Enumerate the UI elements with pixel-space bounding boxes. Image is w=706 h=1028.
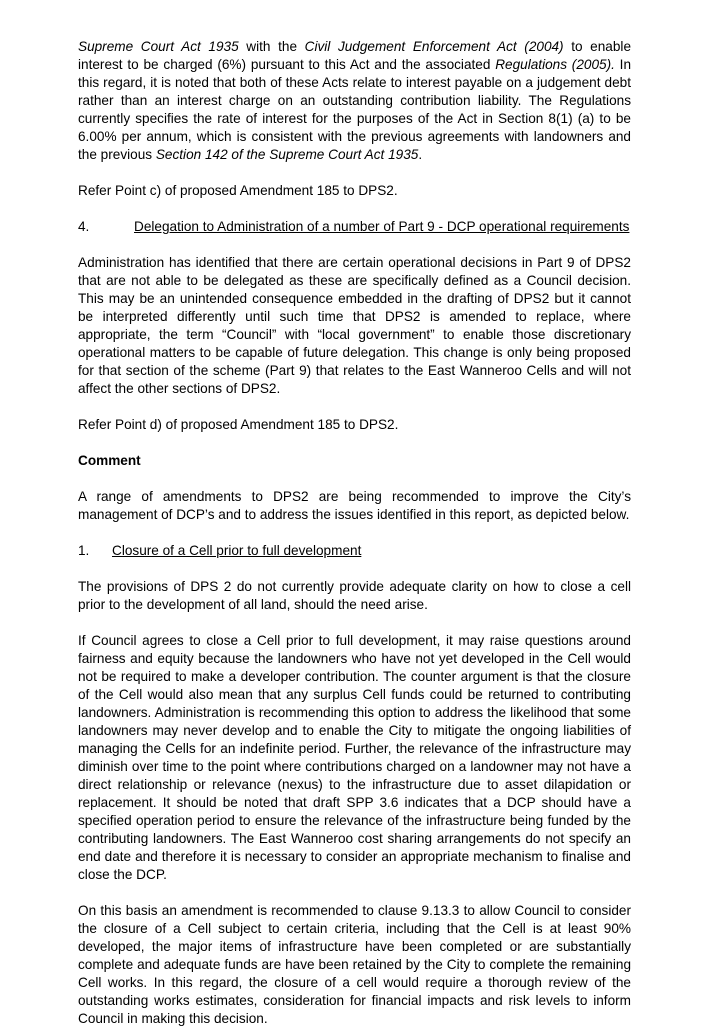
italic-act-name: Section 142 of the Supreme Court Act 1935 [155,147,419,162]
paragraph-range-of-amendments: A range of amendments to DPS2 are being recommended to improve the City’s management of DCP’s and to address the issues identified in this report, as depicted below. [78,489,631,522]
paragraph-administration: Administration has identified that there are certain operational decisions in Part 9 of DPS2 that are not able to be delegated as these are specifically defined as a Council decision. This may be an unintended consequence embedded in the drafting of DPS2 but it cannot be interpreted differently until such time that DPS2 is amended to replace, where appropriate, the term “Council” with “local government” to enable those discretionary operational matters to be capable of future delegation. This change is only being proposed for that section of the scheme (Part 9) that relates to the East Wanneroo Cells and will not affect the other sections of DPS2. [78,255,631,396]
section-title: Delegation to Administration of a number of Part 9 - DCP operational requirements [134,219,630,234]
italic-act-name: Supreme Court Act 1935 [78,39,239,54]
paragraph-if-council-agrees: If Council agrees to close a Cell prior to full development, it may raise questions around fairness and equity because the landowners who have not yet developed in the Cell would not be required to make a developer contribution. The counter argument is that the closure of the Cell would also mean that any surplus Cell funds could be returned to contributing landowners. Administration is recommending this option to address the likelihood that some landowners may never develop and to enable the City to mitigate the ongoing liabilities of managing the Cells for an indefinite period. Further, the relevance of the infrastructure may diminish over time to the point where contributions charged on a landowner may not have a direct relationship or relevance (nexus) to the infrastructure due to asset dilapidation or replacement. It should be noted that draft SPP 3.6 indicates that a DCP should have a specified operation period to ensure the relevance of the infrastructure being funded by the contributing landowners. The East Wanneroo cost sharing arrangements do not specify an end date and therefore it is necessary to consider an appropriate mechanism to finalise and close the DCP. [78,633,631,882]
italic-regulations: Regulations (2005). [495,57,615,72]
paragraph-provisions: The provisions of DPS 2 do not currently provide adequate clarity on how to close a cell prior to the development of all land, should the need arise. [78,579,631,612]
refer-point-d: Refer Point d) of proposed Amendment 185 to DPS2. [78,417,399,432]
section-number: 1. [78,543,90,558]
section-title: Closure of a Cell prior to full development [112,543,362,558]
paragraph-on-this-basis: On this basis an amendment is recommended to clause 9.13.3 to allow Council to consider the closure of a Cell subject to certain criteria, including that the Cell is at least 90% developed, the major items of infrastructure have been completed or are substantially complete and adequate funds are have been retained by the City to complete the remaining Cell works. In this regard, the closure of a cell would require a thorough review of the outstanding works estimates, consideration for financial impacts and risk levels to inform Council in making this decision. [78,903,631,1026]
section-number: 4. [78,219,90,234]
refer-point-c: Refer Point c) of proposed Amendment 185 to DPS2. [78,183,398,198]
italic-act-name: Civil Judgement Enforcement Act (2004) [304,39,564,54]
document-page [78,38,631,1028]
comment-heading: Comment [78,453,141,468]
section-heading-1 [78,542,631,560]
paragraph-interest-acts: Supreme Court Act 1935 with the Civil Judgement Enforcement Act (2004) to enable interest to be charged (6%) pursuant to this Act and the associated Regulations (2005). In this regard, it is noted that both of these Acts relate to interest payable on a judgement debt rather than an interest charge on an outstanding contribution liability. The Regulations currently specifies the rate of interest for the purposes of the Act in Section 8(1) (a) to be 6.00% per annum, which is consistent with the previous agreements with landowners and the previous Section 142 of the Supreme Court Act 1935. [78,39,632,162]
section-heading-4 [78,218,631,236]
